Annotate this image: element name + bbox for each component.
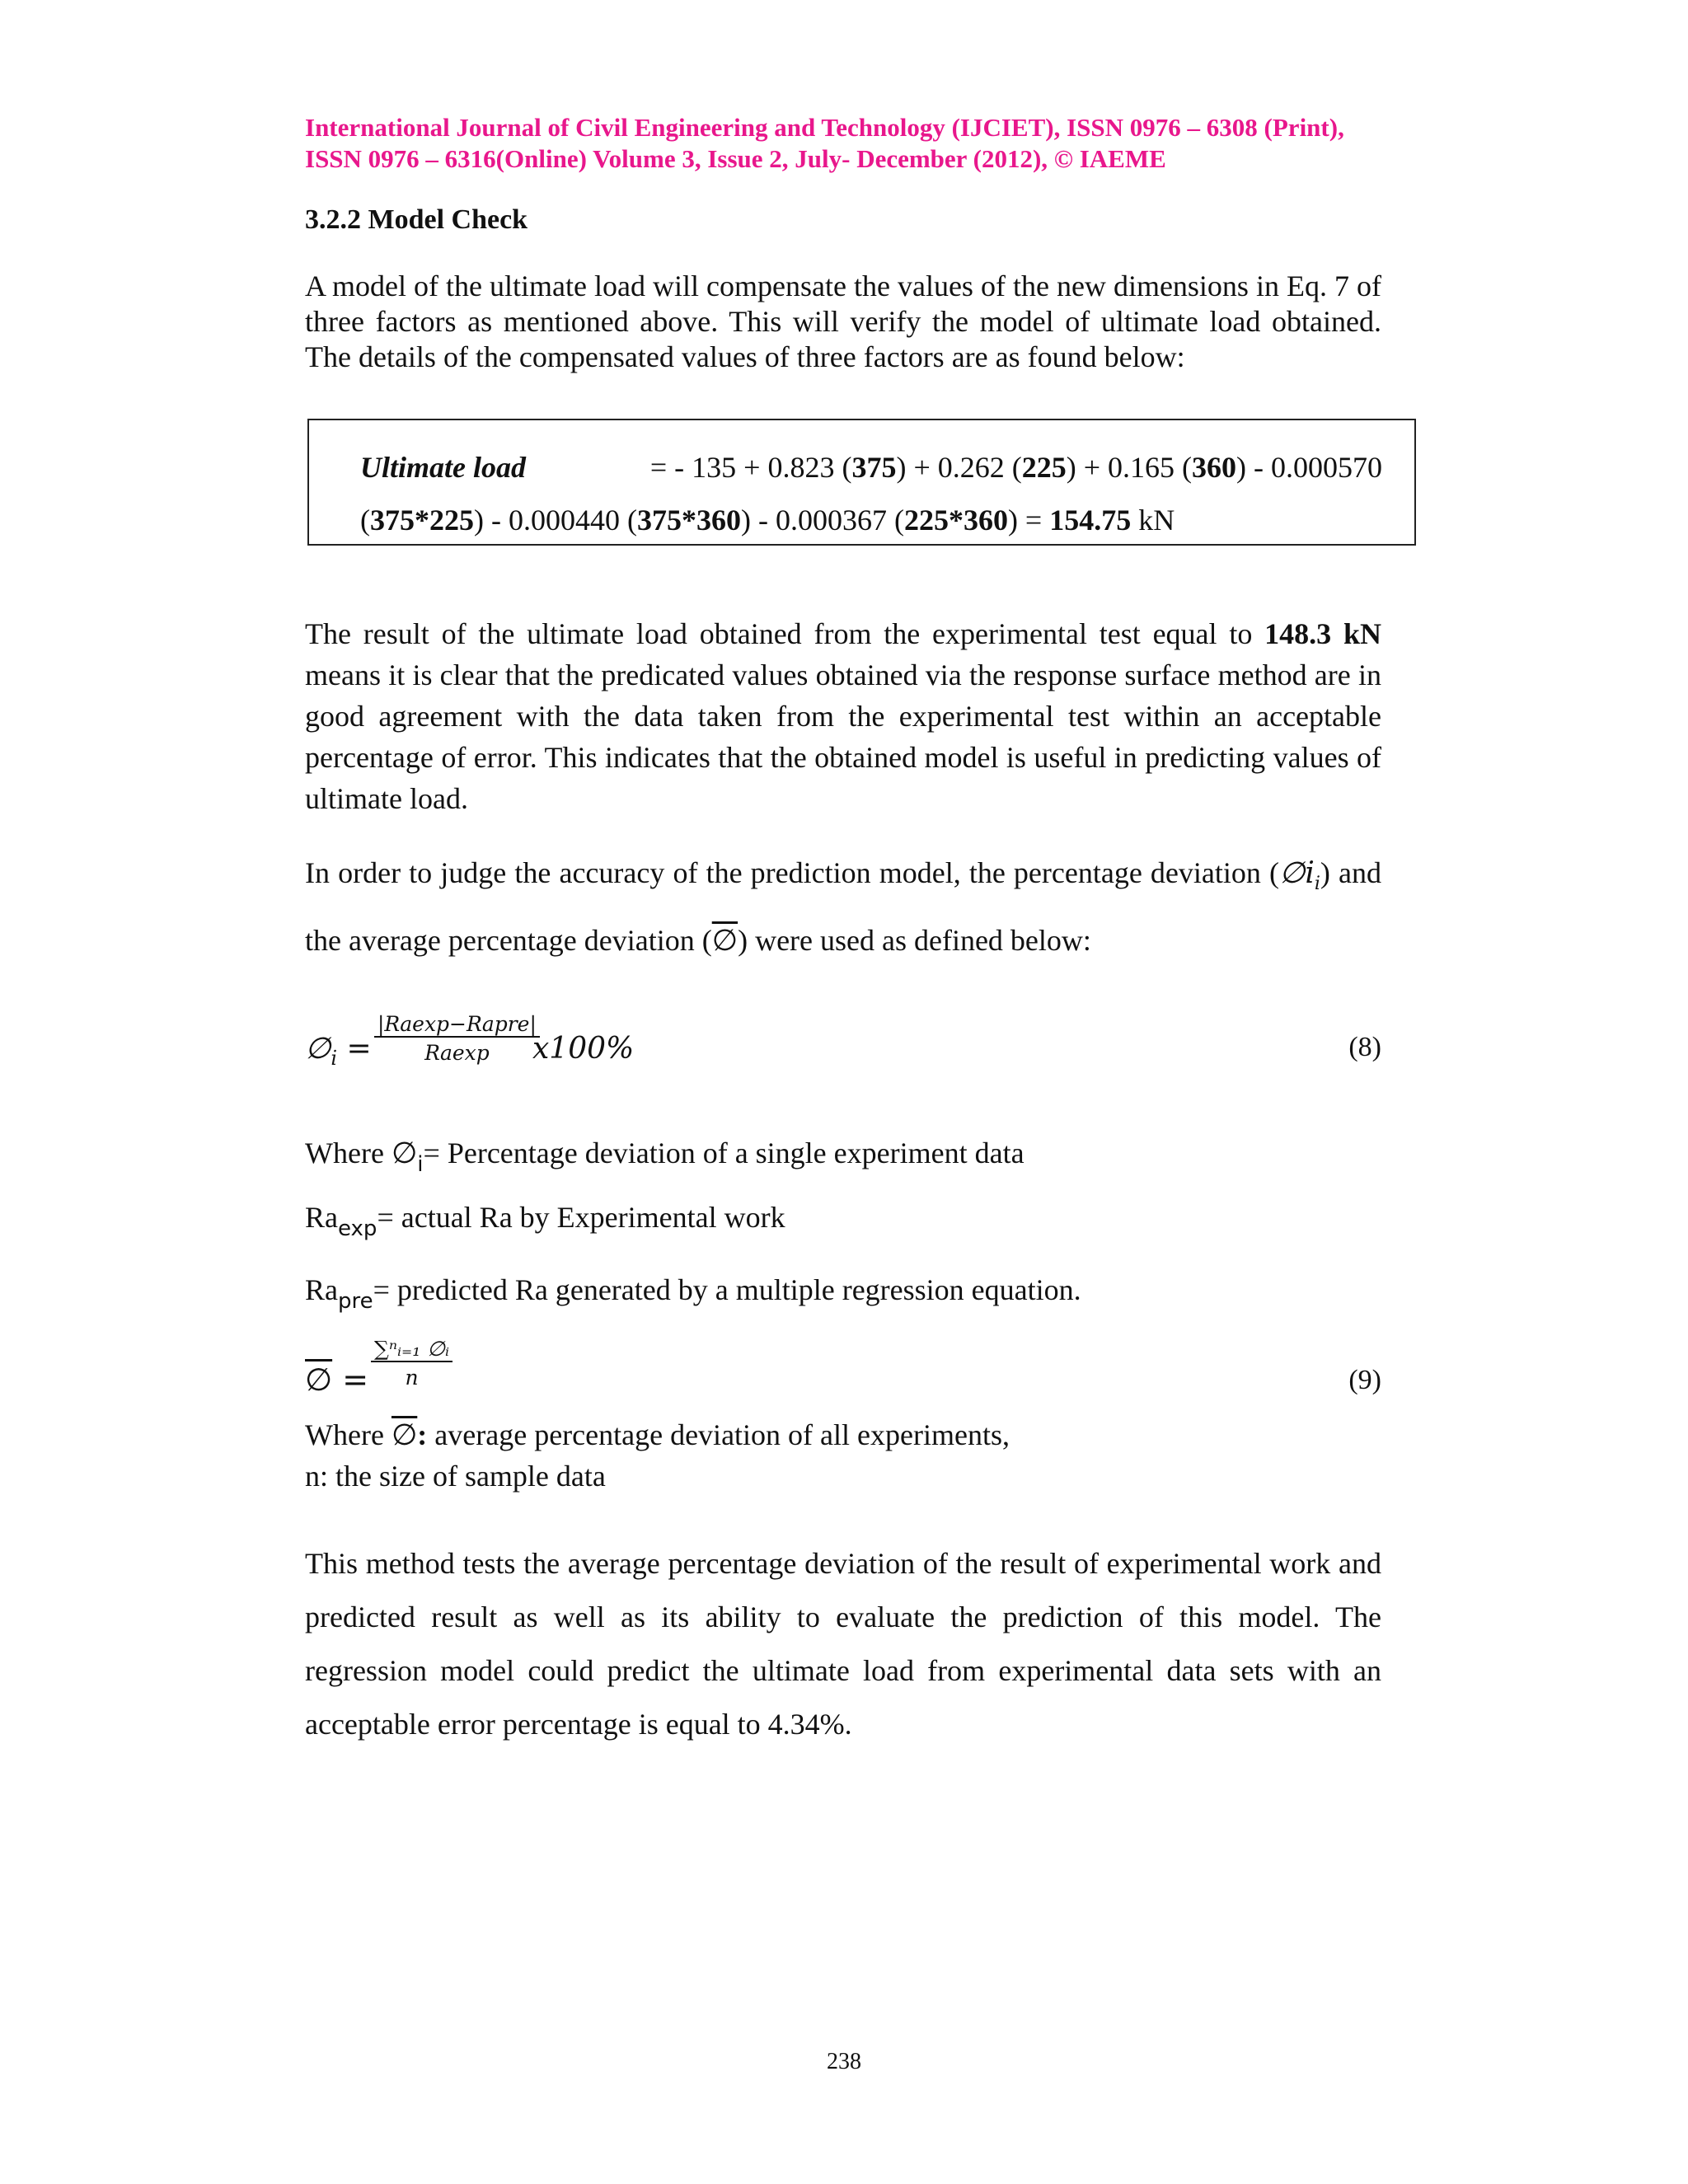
where-average-deviation: Where ∅: average percentage deviation of all experiments, bbox=[305, 1418, 1010, 1452]
deviation-symbol: $\emptyset i_i$ bbox=[1278, 856, 1320, 895]
equation-line-2: (375*225) - 0.000440 (375*360) - 0.000367 (225*360) = 154.75 kN bbox=[360, 504, 1175, 537]
equation-8-lhs: $\emptyset_𝑖$ = bbox=[305, 1032, 372, 1071]
where-ra-pre: $Ra_{pre}=$ predicted Ra generated by a multiple regression equation. bbox=[305, 1273, 1081, 1314]
paragraph-conclusion: This method tests the average percentage deviation of the result of experimental work and predicted result as well as its ability to evaluate the prediction of this model. The regression model could predict the ultimate load from experimental data sets with an acceptable error percentage is equal to 4.34%. bbox=[305, 1547, 1381, 1741]
equation-8-multiplier: 𝑥100% bbox=[532, 1032, 635, 1066]
equation-label: Ultimate load bbox=[360, 451, 526, 484]
experimental-load-value: 148.3 kN bbox=[1264, 617, 1381, 650]
paragraph-experimental-result: The result of the ultimate load obtained from the experimental test equal to 148.3 kN means it is clear that the predicated values obtained via the response surface method are in good agreement with the data taken from the experimental test within an acceptable percentage of error. This indicates that the obtained model is useful in predicting values of ultimate load. bbox=[305, 617, 1381, 815]
page-number: 238 bbox=[827, 2049, 861, 2074]
journal-header-line-1: International Journal of Civil Engineering and Technology (IJCIET), ISSN 0976 – 6308 (Print), bbox=[305, 113, 1344, 142]
ultimate-load-result: 154.75 bbox=[1049, 504, 1132, 537]
paragraph-model-intro: A model of the ultimate load will compensate the values of the new dimensions in Eq. 7 of three factors as mentioned above. This will verify the model of ultimate load obtained. The details of the compensated values of three factors are as found below: bbox=[305, 269, 1381, 373]
journal-header bbox=[305, 112, 1381, 175]
ultimate-load-equation-box bbox=[307, 419, 1416, 546]
equation-9-fraction bbox=[371, 1337, 452, 1390]
equation-9-numerator: ∑ⁿᵢ₌₁ ∅ᵢ bbox=[371, 1337, 452, 1362]
equation-9-denominator: 𝑛 bbox=[405, 1366, 419, 1390]
average-deviation-symbol: ∅ bbox=[711, 924, 738, 958]
equation-8-fraction bbox=[374, 1012, 540, 1065]
equation-9 bbox=[305, 1337, 1381, 1419]
equation-8-denominator: 𝑅𝑎exp bbox=[424, 1041, 490, 1065]
equation-8 bbox=[305, 1012, 1381, 1086]
equation-9-number: (9) bbox=[1348, 1365, 1381, 1395]
equation-8-numerator: |𝑅𝑎exp−𝑅𝑎pre| bbox=[374, 1012, 540, 1038]
paragraph-deviation-definition: In order to judge the accuracy of the prediction model, the percentage deviation $(\emptyset i_i)$ and the average percentage deviation (∅) were used as defined below: bbox=[305, 856, 1381, 958]
equation-8-number: (8) bbox=[1348, 1032, 1381, 1062]
equation-line-1-terms: = - 135 + 0.823 (375) + 0.262 (225) + 0.165 (360) - 0.000570 bbox=[649, 451, 1382, 484]
where-deviation: Where $\emptyset_i=$ Percentage deviation of a single experiment data bbox=[305, 1137, 1025, 1177]
section-title: 3.2.2 Model Check bbox=[305, 204, 528, 235]
equation-line-1 bbox=[360, 450, 1382, 485]
equation-9-lhs: ∅ = bbox=[305, 1361, 369, 1398]
journal-header-line-2: ISSN 0976 – 6316(Online) Volume 3, Issue 2, July- December (2012), © IAEME bbox=[305, 144, 1166, 173]
where-sample-size: n: the size of sample data bbox=[305, 1460, 606, 1493]
where-ra-exp: $Ra_{exp}=$ actual Ra by Experimental work bbox=[305, 1201, 785, 1241]
